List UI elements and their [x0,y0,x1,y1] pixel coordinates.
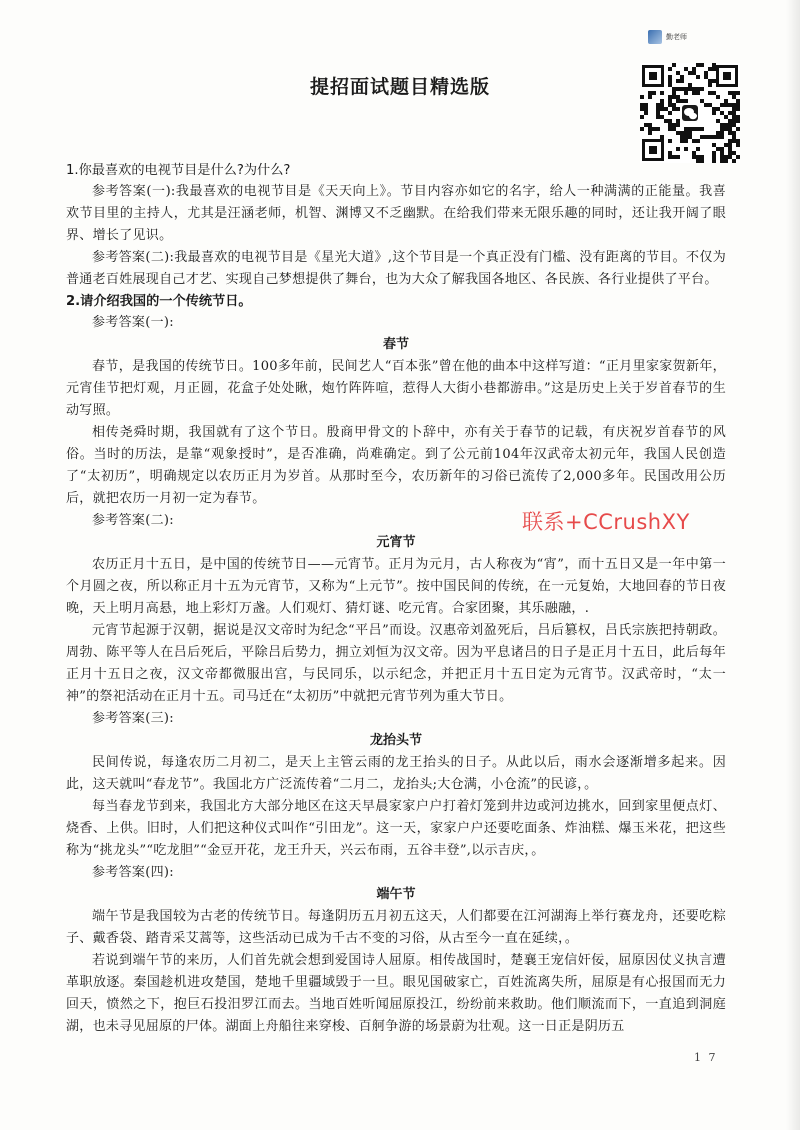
answer-label-3: 参考答案(三): [92,711,174,726]
answer-label-4: 参考答案(四): [92,865,174,880]
q1-answer-1: 参考答案(一):我最喜欢的电视节目是《天天向上》。节目内容亦如它的名字，给人一种满满的正能量。我喜欢节目里的主持人，尤其是汪涵老师，机智、渊博又不乏幽默。在给我们带来无限乐趣的同时，还让我开阔了眼界、增长了见识。 [66,184,726,243]
page-number: 1 7 [694,1051,718,1064]
dragon-boat-paragraph-1: 端午节是我国较为古老的传统节日。每逢阴历五月初五这天，人们都要在江河湖海上举行赛龙舟，还要吃粽子、戴香袋、踏青采艾蒿等，这些活动已成为千古不变的习俗，从古至今一直在延续，。 [66,909,726,946]
page-title: 提招面试题目精选版 [309,76,490,98]
author-badge [648,30,687,44]
section-title-spring-festival: 春节 [382,337,409,352]
q1-answer-2: 参考答案(二):我最喜欢的电视节目是《星光大道》,这个节目是一个真正没有门槛、没有距离的节目。不仅为普通老百姓展现自己才艺、实现自己梦想提供了舞台，也为大众了解我国各地区、各民族、各行业提供了平台。 [66,250,726,287]
dragon-head-paragraph-2: 每当春龙节到来，我国北方大部分地区在这天早晨家家户户打着灯笼到井边或河边挑水，回到家里便点灯、烧香、上供。旧时，人们把这种仪式叫作“引田龙”。这一天，家家户户还要吃面条、炸油糕、爆玉米花，把这些称为“挑龙头”“吃龙胆”“金豆开花，龙王升天，兴云布雨，五谷丰登”,以示吉庆，。 [66,799,726,858]
avatar [648,30,662,44]
question-2: 2.请介绍我国的一个传统节日。 [66,294,252,309]
question-1: 1.你最喜欢的电视节目是什么?为什么? [66,163,291,178]
answer-label-1: 参考答案(一): [92,315,174,330]
answer-label-2: 参考答案(二): [92,513,174,528]
document-body [66,160,726,1038]
section-title-dragon-boat-festival: 端午节 [376,887,416,902]
lantern-festival-paragraph-2: 元宵节起源于汉朝，据说是汉文帝时为纪念“平吕”而设。汉惠帝刘盈死后，吕后篡权，吕氏宗族把持朝政。周勃、陈平等人在吕后死后，平除吕后势力，拥立刘恒为汉文帝。因为平息诸吕的日子是正月十五日，此后每年正月十五日之夜，汉文帝都微服出宫，与民同乐，以示纪念，并把正月十五日定为元宵节。汉武帝时，“太一神”的祭祀活动在正月十五。司马迁在“太初历”中就把元宵节列为重大节日。 [66,623,726,704]
dragon-head-paragraph-1: 民间传说，每逢农历二月初二，是天上主管云雨的龙王抬头的日子。从此以后，雨水会逐渐增多起来。因此，这天就叫“春龙节”。我国北方广泛流传着“二月二，龙抬头;大仓满，小仓流”的民谚，。 [66,755,726,792]
spring-festival-paragraph-2: 相传尧舜时期，我国就有了这个节日。殷商甲骨文的卜辞中，亦有关于春节的记载，有庆祝岁首春节的风俗。当时的历法，是靠“观象授时”，是否准确，尚难确定。到了公元前104年汉武帝太初元年，我国人民创造了“太初历”，明确规定以农历正月为岁首。从那时至今，农历新年的习俗已流传了2,000多年。民国改用公历后，就把农历一月初一定为春节。 [66,425,726,506]
spring-festival-paragraph-1: 春节，是我国的传统节日。100多年前，民间艺人“百本张”曾在他的曲本中这样写道：“正月里家家贺新年，元宵佳节把灯观，月正圆，花盒子处处瞅，炮竹阵阵喧，惹得人大街小巷都游串。”这是历史上关于岁首春节的生动写照。 [66,359,726,418]
section-title-lantern-festival: 元宵节 [376,535,416,550]
lantern-festival-paragraph-1: 农历正月十五日，是中国的传统节日——元宵节。正月为元月，古人称夜为“宵”，而十五日又是一年中第一个月圆之夜，所以称正月十五为元宵节，又称为“上元节”。按中国民间的传统，在一元复始，大地回春的节日夜晚，天上明月高悬，地上彩灯万盏。人们观灯、猜灯谜、吃元宵。合家团聚，其乐融融，. [66,557,726,616]
badge-label: 勤老师 [666,33,687,41]
dragon-boat-paragraph-2: 若说到端午节的来历，人们首先就会想到爱国诗人屈原。相传战国时，楚襄王宠信奸佞，屈原因仗义执言遭革职放逐。秦国趁机进攻楚国，楚地千里疆域毁于一旦。眼见国破家亡，百姓流离失所，屈原是有心报国而无力回天，愤然之下，抱巨石投汨罗江而去。当地百姓听闻屈原投江，纷纷前来救助。他们顺流而下，一直追到洞庭湖，也未寻见屈原的尸体。湖面上舟船往来穿梭、百舸争游的场景蔚为壮观。这一日正是阴历五 [66,953,726,1034]
section-title-dragon-head-festival: 龙抬头节 [369,733,422,748]
page-edge-shadow [786,0,800,1130]
contact-watermark: 联系+CCrushXY [522,510,690,534]
